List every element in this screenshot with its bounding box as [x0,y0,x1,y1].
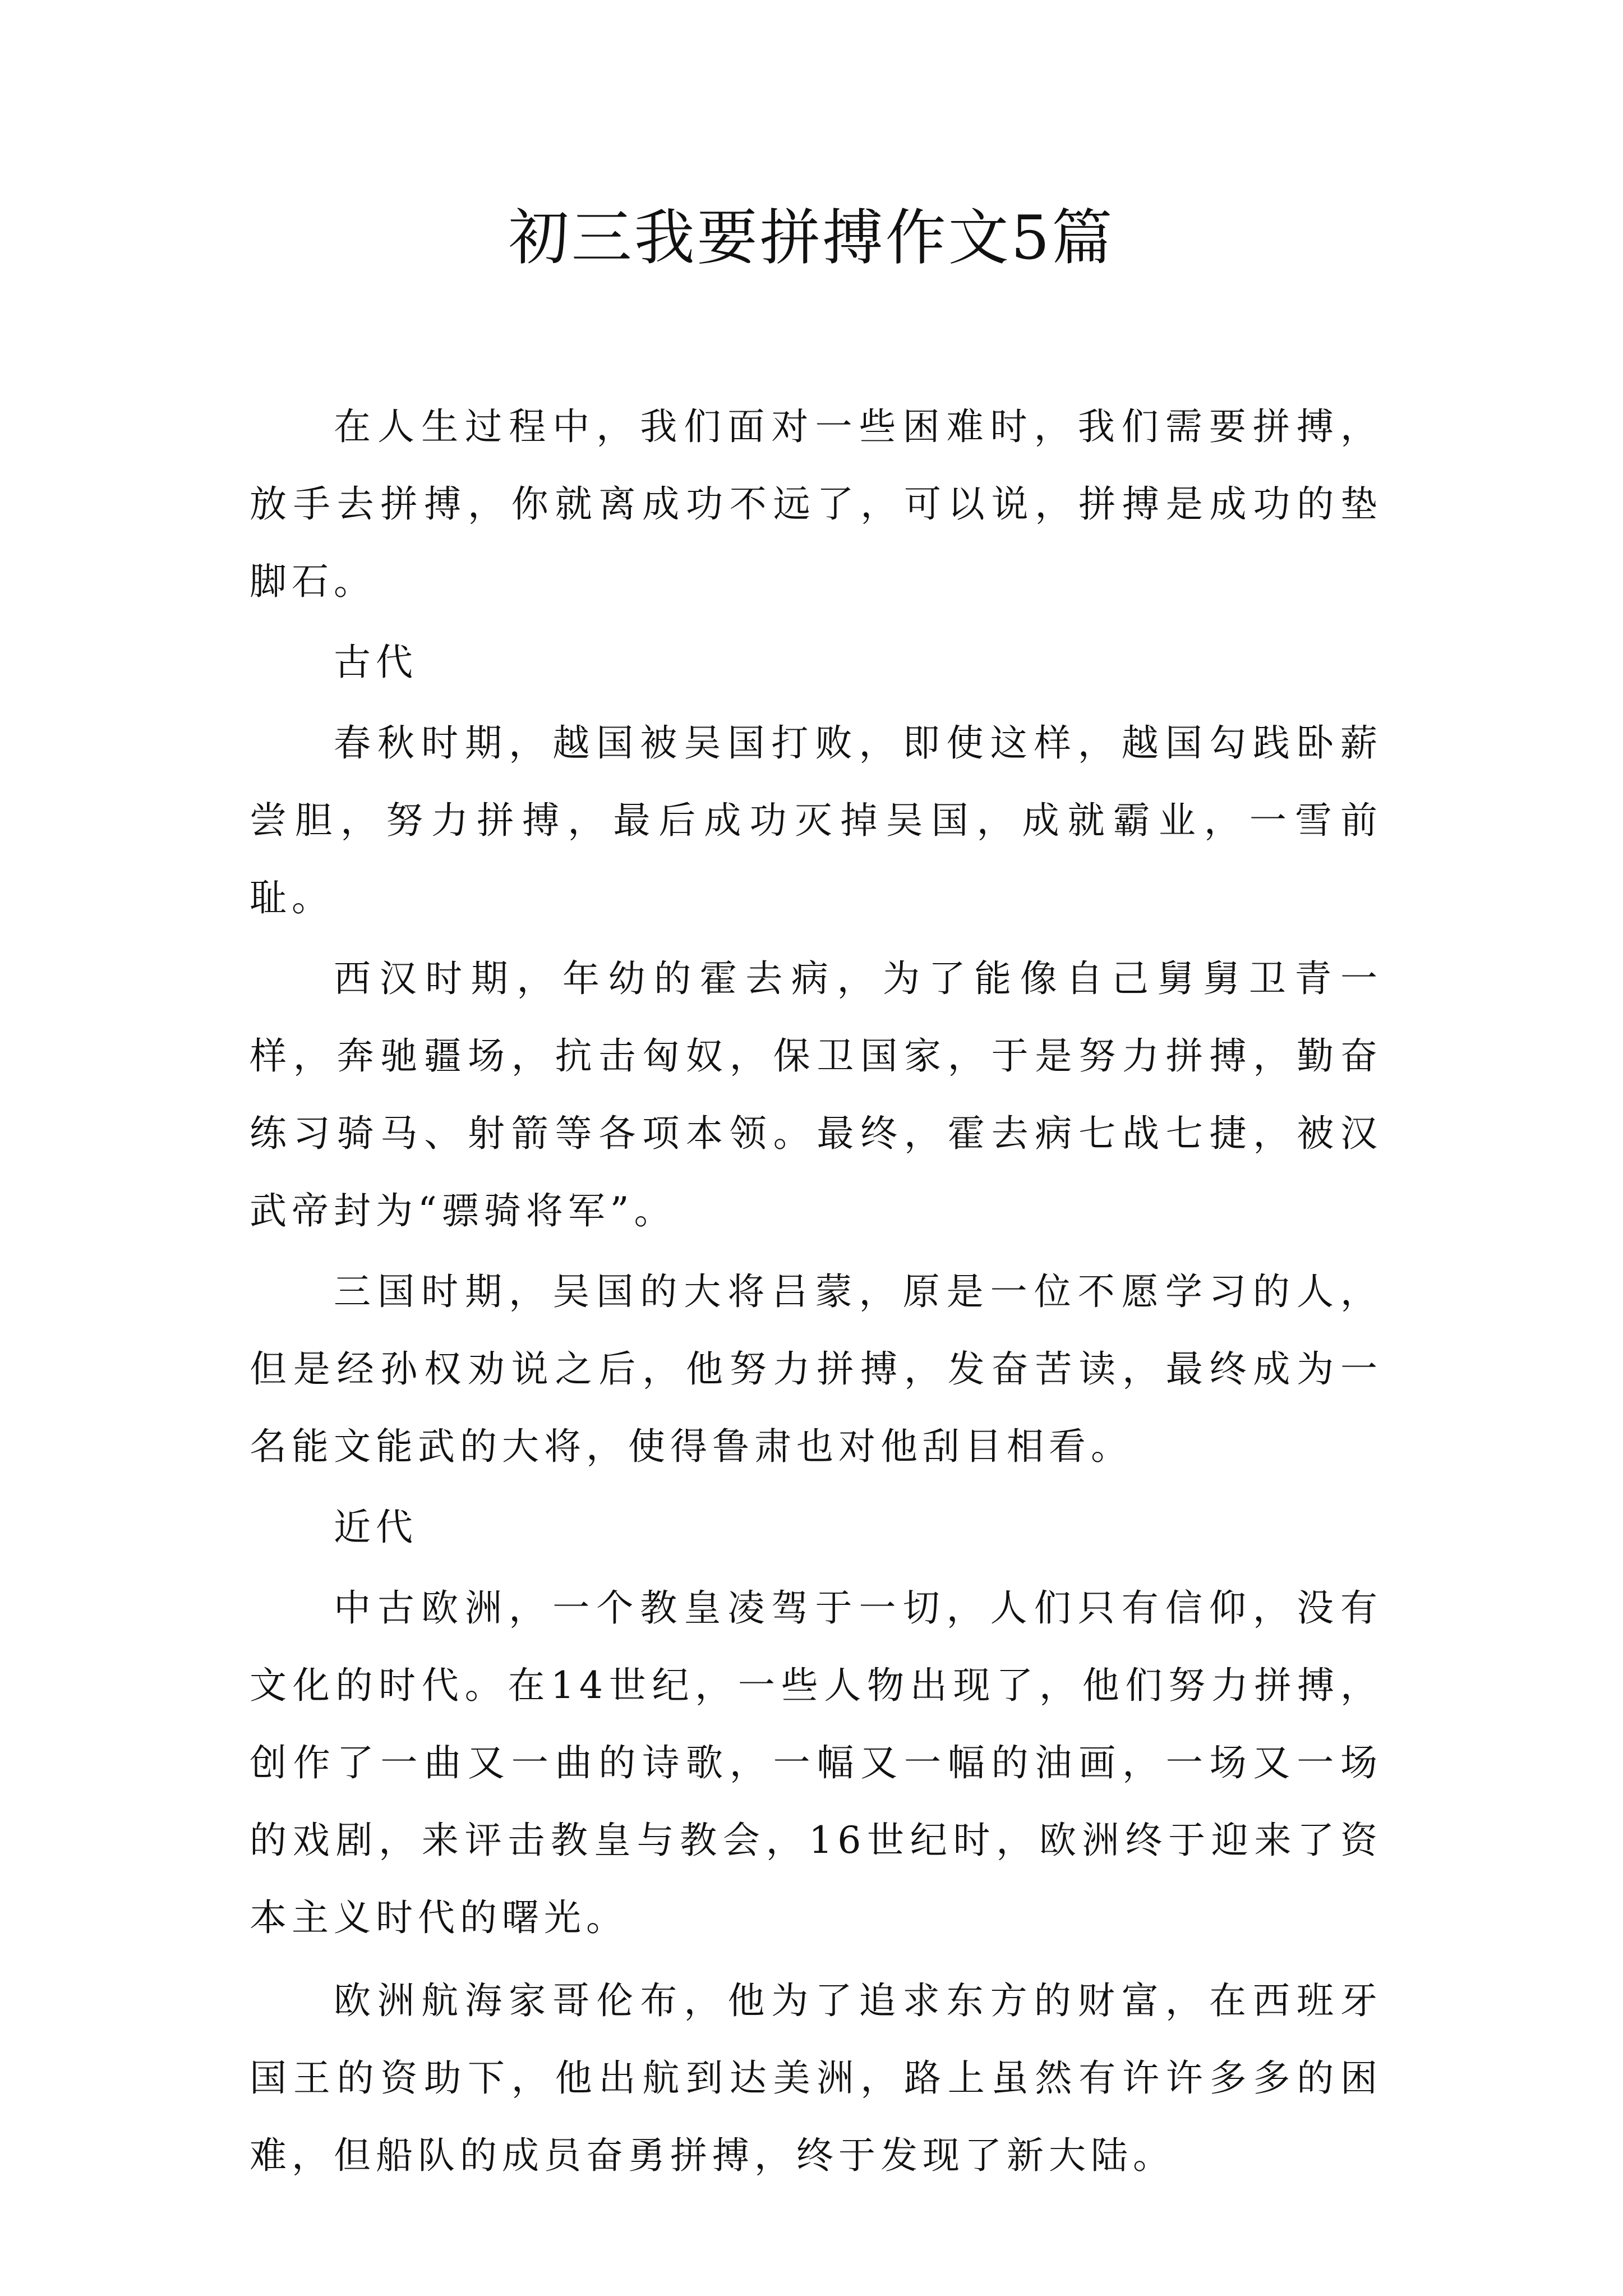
paragraph-columbus: 欧洲航海家哥伦布，他为了追求东方的财富，在西班牙国王的资助下，他出航到达美洲，路上虽然有许许多多的困难，但船队的成员奋勇拼搏，终于发现了新大陆。 [250,1979,1382,2177]
section-heading-ancient: 古代 [334,641,418,684]
paragraph-renaissance: 中古欧洲，一个教皇凌驾于一切，人们只有信仰，没有文化的时代。在14世纪，一些人物出现了，他们努力拼搏，创作了一曲又一曲的诗歌，一幅又一幅的油画，一场又一场的戏剧，来评击教皇与教会，16世纪时，欧洲终于迎来了资本主义时代的曙光。 [250,1586,1382,1939]
paragraph-intro: 在人生过程中，我们面对一些困难时，我们需要拼搏，放手去拼搏，你就离成功不远了，可以说，拼搏是成功的垫脚石。 [250,405,1382,603]
document-title: 初三我要拼搏作文5篇 [508,203,1115,273]
section-heading-modern: 近代 [334,1506,418,1549]
paragraph-goujian: 春秋时期，越国被吴国打败，即使这样，越国勾践卧薪尝胆，努力拼搏，最后成功灭掉吴国，成就霸业，一雪前耻。 [250,721,1382,919]
document-body [250,388,1382,2194]
paragraph-huoqubing: 西汉时期，年幼的霍去病，为了能像自己舅舅卫青一样，奔驰疆场，抗击匈奴，保卫国家，于是努力拼搏，勤奋练习骑马、射箭等各项本领。最终，霍去病七战七捷，被汉武帝封为“骠骑将军”。 [250,957,1382,1232]
paragraph-lvmeng: 三国时期，吴国的大将吕蒙，原是一位不愿学习的人，但是经孙权劝说之后，他努力拼搏，发奋苦读，最终成为一名能文能武的大将，使得鲁肃也对他刮目相看。 [250,1270,1382,1468]
